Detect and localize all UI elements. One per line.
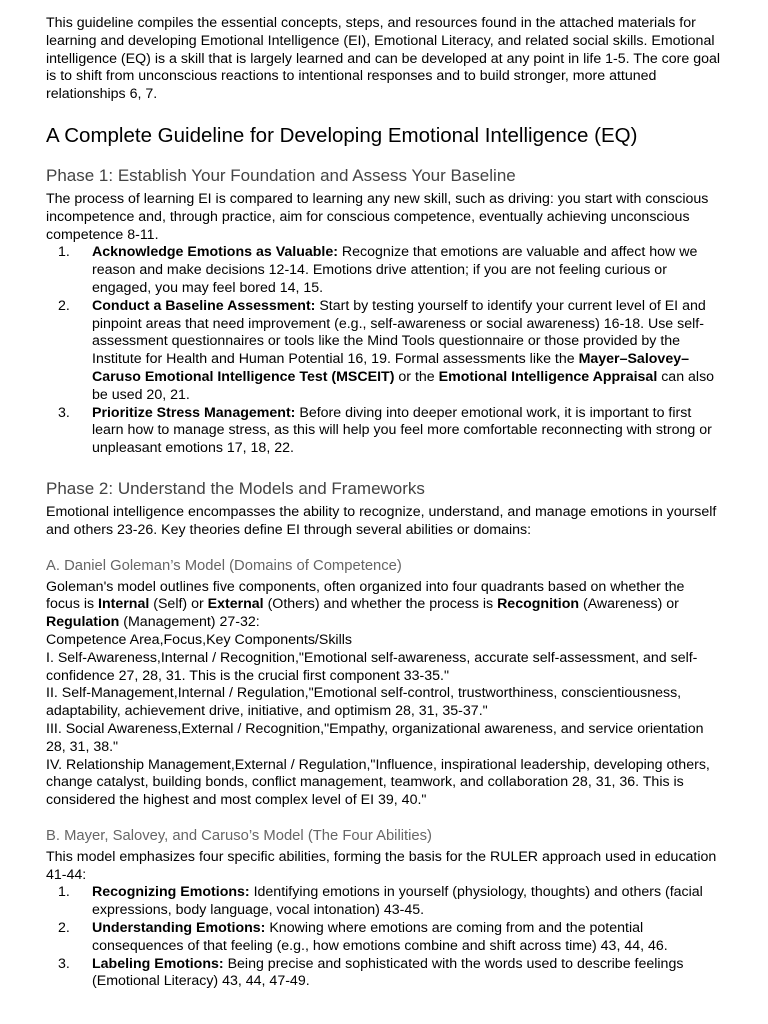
list-number: 1. (58, 244, 70, 261)
item-text: Start by testing yourself to identify your current level of EI and pinpoint areas that need improvement (e.g., self-awareness or social awareness) 16-18. Use self-assessment questionnaires or tools like the Mind Tools questionnaire or those provided by the Institute for Health and Human Potential 16, 19. Formal assessments like the (92, 297, 706, 368)
bold-term: External (207, 596, 264, 613)
item-text: Before diving into deeper emotional work, it is important to first learn how to manage stress, as this will help you feel more comfortable reconnecting with strong or unpleasant emotions 17, 18, 22. (92, 404, 712, 457)
section-b-paragraph: This model emphasizes four specific abilities, forming the basis for the RULER approach used in education 41-44: (46, 848, 717, 883)
document-title: A Complete Guideline for Developing Emotional Intelligence (EQ) (46, 123, 638, 147)
list-item (46, 884, 722, 920)
item-text: Knowing where emotions are coming from and the potential consequences of that feeling (e.g., how emotions combine and shift across time) 43, 44, 46. (92, 920, 668, 954)
phase2-paragraph: Emotional intelligence encompasses the ability to recognize, understand, and manage emotions in yourself and others 23-26. Key theories define EI through several abilities or domains: (46, 503, 717, 538)
section-a-paragraph (46, 579, 722, 632)
phase1-heading: Phase 1: Establish Your Foundation and Assess Your Baseline (46, 165, 516, 185)
list-item (46, 405, 722, 458)
list-number: 3. (58, 955, 70, 972)
item-title: Prioritize Stress Management: (92, 404, 296, 421)
item-bold-term: Mayer–Salovey–Caruso Emotional Intelligence Test (MSCEIT) (92, 351, 689, 385)
section-b-heading: B. Mayer, Salovey, and Caruso’s Model (The Four Abilities) (46, 827, 432, 844)
bold-term: Recognition (497, 596, 580, 613)
csv-line: Competence Area,Focus,Key Components/Skills (46, 631, 352, 648)
bold-term: Regulation (46, 614, 120, 631)
intro-paragraph: This guideline compiles the essential concepts, steps, and resources found in the attached materials for learning and developing Emotional Intelligence (EI), Emotional Literacy, and related social skills. Emotional intelligence (EQ) is a skill that is largely learned and can be developed at any point in life 1-5. The core goal is to shift from unconscious reactions to intentional responses and to build stronger, more attuned relationships 6, 7. (46, 15, 721, 103)
csv-line: III. Social Awareness,External / Recognition,"Empathy, organizational awareness, and service orientation 28, 31, 38." (46, 720, 704, 755)
text-run: (Awareness) or (579, 596, 679, 613)
item-title: Conduct a Baseline Assessment: (92, 297, 316, 314)
phase1-paragraph: The process of learning EI is compared to learning any new skill, such as driving: you start with conscious incompetence and, through practice, aim for conscious competence, eventually achieving unconscious competence 8-11. (46, 190, 709, 243)
list-number: 1. (58, 884, 70, 901)
item-title: Labeling Emotions: (92, 955, 224, 972)
list-number: 3. (58, 404, 70, 421)
csv-line: I. Self-Awareness,Internal / Recognition,"Emotional self-awareness, accurate self-assessment, and self-confidence 27, 28, 31. This is the crucial first component 33-35." (46, 649, 698, 684)
list-item (46, 956, 722, 992)
csv-line: II. Self-Management,Internal / Regulation,"Emotional self-control, trustworthiness, conscientiousness, adaptability, achievement drive, initiative, and optimism 28, 31, 35-37." (46, 685, 682, 720)
item-title: Recognizing Emotions: (92, 884, 250, 901)
phase1-list (46, 244, 722, 458)
item-text: can also be used 20, 21. (92, 368, 715, 403)
list-item (46, 244, 722, 297)
item-title: Understanding Emotions: (92, 920, 266, 937)
text-run: (Management) 27-32: (119, 614, 260, 631)
item-text: Recognize that emotions are valuable and affect how we reason and make decisions 12-14. Emotions drive attention; if you are not feeling curious or engaged, you may feel bored 14, 15. (92, 244, 698, 296)
list-number: 2. (58, 920, 70, 937)
list-item (46, 298, 722, 405)
bold-term: Internal (98, 596, 150, 613)
phase2-heading: Phase 2: Understand the Models and Frameworks (46, 478, 425, 498)
text-run: Goleman's model outlines five components, often organized into four quadrants based on whether the focus is (46, 578, 685, 613)
item-text: or the (394, 368, 439, 385)
section-a-heading: A. Daniel Goleman’s Model (Domains of Competence) (46, 557, 402, 574)
list-item (46, 920, 722, 956)
item-title: Acknowledge Emotions as Valuable: (92, 244, 338, 261)
text-run: (Self) or (149, 596, 208, 613)
item-bold-term: Emotional Intelligence Appraisal (438, 368, 658, 385)
csv-line: IV. Relationship Management,External / Regulation,"Influence, inspirational leadership, developing others, change catalyst, building bonds, conflict management, teamwork, and collaboration 28, 31, 36. This is considered the highest and most complex level of EI 39, 40." (46, 756, 710, 809)
text-run: (Others) and whether the process is (263, 596, 498, 613)
item-text: Identifying emotions in yourself (physiology, thoughts) and others (facial expressions, body language, vocal intonation) 43-45. (92, 884, 703, 919)
item-text: Being precise and sophisticated with the words used to describe feelings (Emotional Literacy) 43, 44, 47-49. (92, 955, 684, 990)
section-b-list (46, 884, 722, 991)
list-number: 2. (58, 297, 70, 314)
